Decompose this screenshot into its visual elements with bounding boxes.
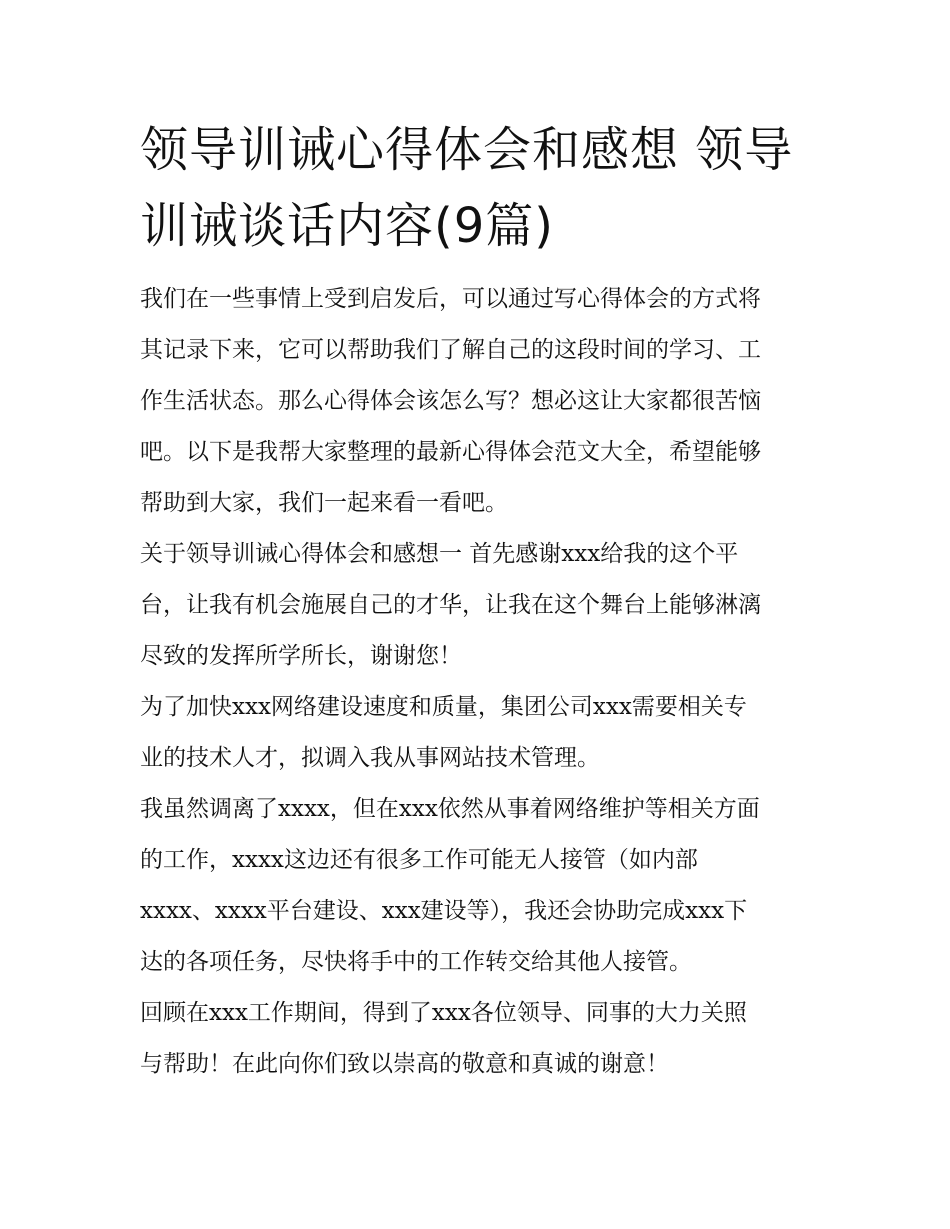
text-line: 我们在一些事情上受到启发后，可以通过写心得体会的方式将: [140, 286, 761, 312]
text-line: 的工作，xxxx这边还有很多工作可能无人接管（如内部: [140, 847, 698, 873]
text-line: 我虽然调离了xxxx，但在xxx依然从事着网络维护等相关方面: [140, 796, 760, 822]
text-line: xxxx、xxxx平台建设、xxx建设等），我还会协助完成xxx下: [140, 898, 748, 924]
text-line: 与帮助！在此向你们致以崇高的敬意和真诚的谢意！: [140, 1051, 669, 1077]
text-line: 关于领导训诫心得体会和感想一 首先感谢xxx给我的这个平: [140, 541, 739, 567]
text-line: 回顾在xxx工作期间，得到了xxx各位领导、同事的大力关照: [140, 1000, 747, 1026]
text-line: 台，让我有机会施展自己的才华，让我在这个舞台上能够淋漓: [140, 592, 761, 618]
text-line: 为了加快xxx网络建设速度和质量，集团公司xxx需要相关专: [140, 694, 747, 720]
text-line: 业的技术人才，拟调入我从事网站技术管理。: [140, 745, 600, 771]
document-title: [140, 112, 812, 264]
text-line: 其记录下来，它可以帮助我们了解自己的这段时间的学习、工: [140, 337, 761, 363]
paragraph-review: [140, 988, 812, 1090]
document-content: [140, 112, 812, 1090]
title-line-2: 训诫谈话内容(9篇): [140, 198, 554, 254]
title-line-1: 领导训诫心得体会和感想 领导: [140, 122, 794, 178]
paragraph-thanks: [140, 529, 812, 682]
text-line: 尽致的发挥所学所长，谢谢您！: [140, 643, 462, 669]
text-line: 作生活状态。那么心得体会该怎么写？想必这让大家都很苦恼: [140, 388, 761, 414]
text-line: 吧。以下是我帮大家整理的最新心得体会范文大全，希望能够: [140, 439, 761, 465]
paragraph-transfer: [140, 682, 812, 784]
paragraph-handover: [140, 784, 812, 988]
paragraph-intro: [140, 274, 812, 529]
text-line: 帮助到大家，我们一起来看一看吧。: [140, 490, 508, 516]
text-line: 达的各项任务，尽快将手中的工作转交给其他人接管。: [140, 949, 692, 975]
